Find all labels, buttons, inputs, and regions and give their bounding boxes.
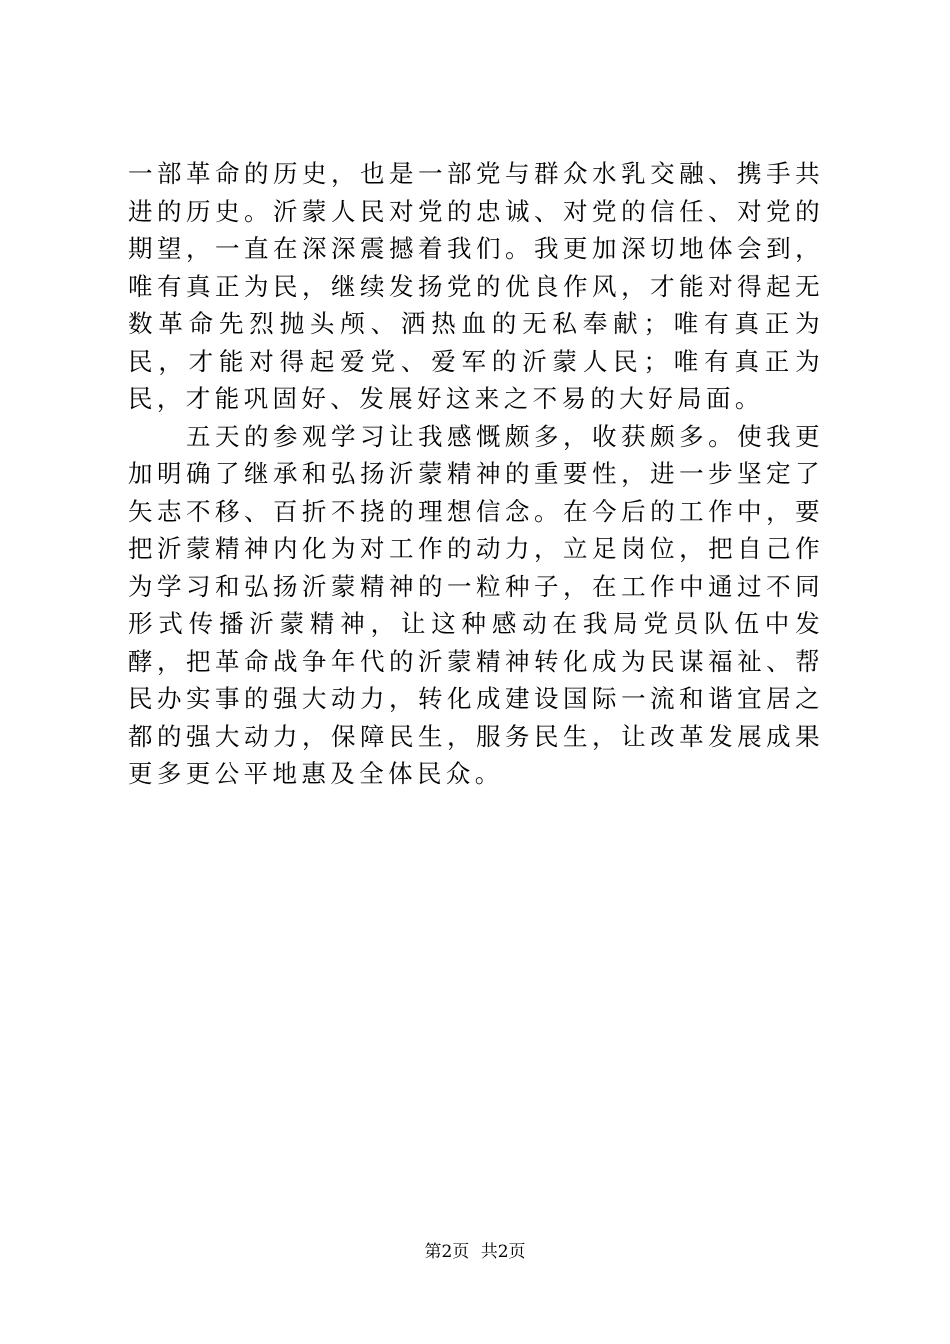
page-total: 共2页 (480, 1242, 526, 1262)
document-body (128, 155, 824, 793)
paragraph-1: 一部革命的历史，也是一部党与群众水乳交融、携手共进的历史。沂蒙人民对党的忠诚、对党的信任、对党的期望，一直在深深震撼着我们。我更加深切地体会到，唯有真正为民，继续发扬党的优良作风，才能对得起无数革命先烈抛头颅、洒热血的无私奉献；唯有真正为民，才能对得起爱党、爱军的沂蒙人民；唯有真正为民，才能巩固好、发展好这来之不易的大好局面。 (128, 159, 824, 413)
paragraph-2: 五天的参观学习让我感慨颇多，收获颇多。使我更加明确了继承和弘扬沂蒙精神的重要性，进一步坚定了矢志不移、百折不挠的理想信念。在今后的工作中，要把沂蒙精神内化为对工作的动力，立足岗位，把自己作为学习和弘扬沂蒙精神的一粒种子，在工作中通过不同形式传播沂蒙精神，让这种感动在我局党员队伍中发酵，把革命战争年代的沂蒙精神转化成为民谋福祉、帮民办实事的强大动力，转化成建设国际一流和谐宜居之都的强大动力，保障民生，服务民生，让改革发展成果更多更公平地惠及全体民众。 (128, 421, 824, 788)
page-footer (0, 1240, 950, 1264)
page-number: 第2页 (424, 1242, 470, 1262)
